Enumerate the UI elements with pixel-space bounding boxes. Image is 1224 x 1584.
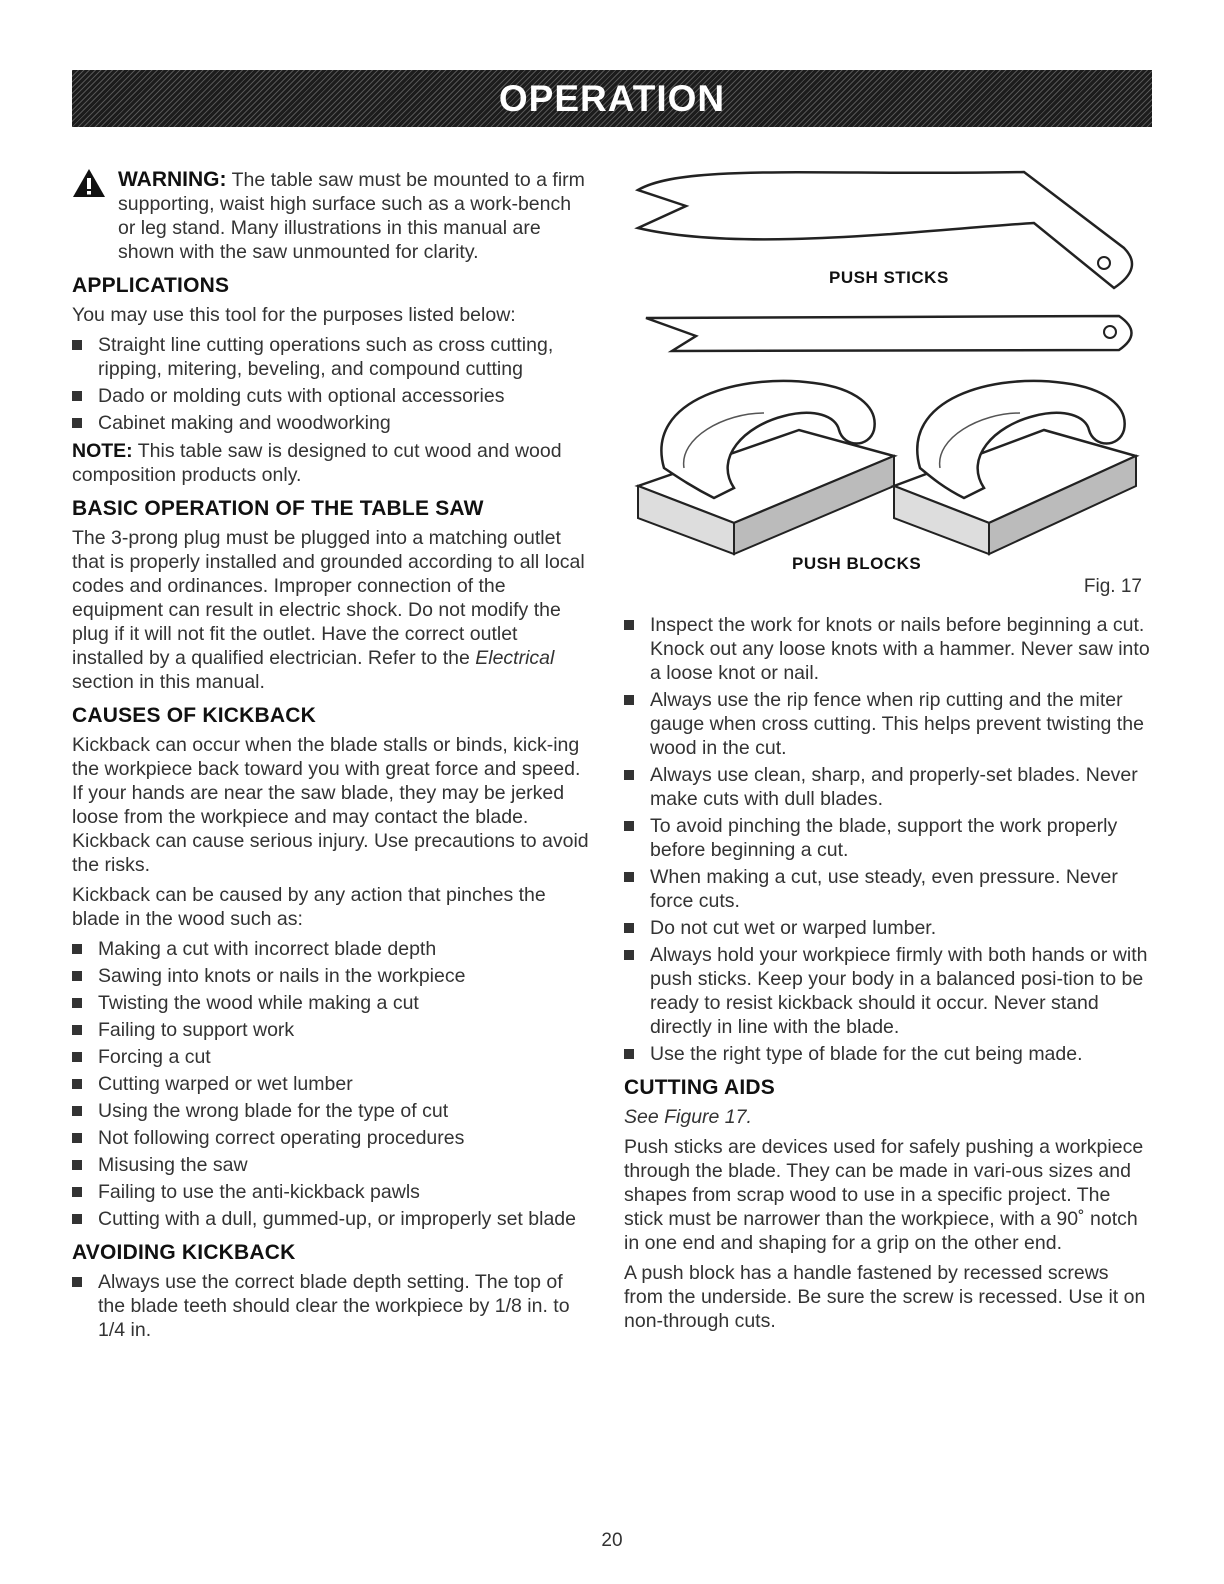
causes-kickback-heading: CAUSES OF KICKBACK: [72, 704, 316, 727]
push-sticks-label: PUSH STICKS: [829, 268, 949, 287]
bullet-icon: [72, 1277, 82, 1287]
avoiding-kickback-list: [72, 1270, 592, 1342]
bullet-icon: [72, 1133, 82, 1143]
push-block-1: [638, 381, 894, 554]
causes-kickback-para1: Kickback can occur when the blade stalls or binds, kick-ing the workpiece back toward you with great force and speed. If your hands are near the saw blade, they may be jerked loose from the workpiece and may contact the blade. Kickback can cause serious injury. Use precautions to avoid the risks.: [72, 734, 589, 876]
list-item: Misusing the saw: [72, 1153, 592, 1177]
bullet-icon: [72, 1052, 82, 1062]
bullet-icon: [72, 1025, 82, 1035]
page-number: 20: [601, 1530, 623, 1551]
list-item: Dado or molding cuts with optional accessories: [72, 384, 592, 408]
section-title: OPERATION: [498, 77, 726, 119]
list-item: To avoid pinching the blade, support the work properly before beginning a cut.: [624, 814, 1152, 862]
bullet-icon: [624, 923, 634, 933]
list-item: Forcing a cut: [72, 1045, 592, 1069]
cutting-aids-para1: Push sticks are devices used for safely pushing a workpiece through the blade. They can be made in vari-ous sizes and shapes from scrap wood to use in a specific project. The stick must be narrower than the workpiece, with a 90˚ notch in one end and shaping for a grip on the other end.: [624, 1136, 1144, 1254]
warning-block: [72, 168, 592, 264]
applications-intro: You may use this tool for the purposes listed below:: [72, 304, 516, 326]
left-column: [72, 168, 592, 1346]
list-item: Cutting with a dull, gummed-up, or improperly set blade: [72, 1207, 592, 1231]
list-item: Always hold your workpiece firmly with both hands or with push sticks. Keep your body in a balanced posi-tion to be ready to resist kickback should it occur. Never stand directly in line with the blade.: [624, 943, 1152, 1039]
basic-operation-heading: BASIC OPERATION OF THE TABLE SAW: [72, 497, 484, 520]
list-item: Straight line cutting operations such as cross cutting, ripping, mitering, beveling, and compound cutting: [72, 333, 592, 381]
list-item: Cutting warped or wet lumber: [72, 1072, 592, 1096]
cutting-aids-para2: A push block has a handle fastened by recessed screws from the underside. Be sure the screw is recessed. Use it on non-through cuts.: [624, 1262, 1146, 1332]
causes-kickback-list: [72, 937, 592, 1231]
bullet-icon: [72, 418, 82, 428]
applications-note: [72, 439, 592, 487]
bullet-icon: [72, 1106, 82, 1116]
bullet-icon: [72, 944, 82, 954]
list-item: Use the right type of blade for the cut being made.: [624, 1042, 1152, 1066]
note-text: This table saw is designed to cut wood and wood composition products only.: [72, 440, 562, 486]
bullet-icon: [624, 620, 634, 630]
figure-17: [624, 168, 1152, 613]
list-item: Always use clean, sharp, and properly-set blades. Never make cuts with dull blades.: [624, 763, 1152, 811]
list-item: Failing to use the anti-kickback pawls: [72, 1180, 592, 1204]
list-item: When making a cut, use steady, even pressure. Never force cuts.: [624, 865, 1152, 913]
list-item: Cabinet making and woodworking: [72, 411, 592, 435]
list-item: Twisting the wood while making a cut: [72, 991, 592, 1015]
bullet-icon: [72, 1160, 82, 1170]
push-stick-hole-1: [1098, 257, 1110, 269]
causes-kickback-para2: Kickback can be caused by any action that pinches the blade in the wood such as:: [72, 884, 546, 930]
warning-text: The table saw must be mounted to a firm supporting, waist high surface such as a work-bench or leg stand. Many illustrations in this manual are shown with the saw unmounted for clarity.: [118, 169, 585, 263]
bullet-icon: [72, 1079, 82, 1089]
list-item: Do not cut wet or warped lumber.: [624, 916, 1152, 940]
bullet-icon: [72, 971, 82, 981]
list-item: Always use the rip fence when rip cutting and the miter gauge when cross cutting. This helps prevent twisting the wood in the cut.: [624, 688, 1152, 760]
avoiding-kickback-heading: AVOIDING KICKBACK: [72, 1241, 296, 1264]
bullet-icon: [624, 821, 634, 831]
warning-triangle-icon: [72, 168, 106, 204]
bullet-icon: [624, 695, 634, 705]
bullet-icon: [72, 1187, 82, 1197]
bullet-icon: [72, 391, 82, 401]
applications-heading: APPLICATIONS: [72, 274, 230, 297]
bullet-icon: [624, 1049, 634, 1059]
list-item: Making a cut with incorrect blade depth: [72, 937, 592, 961]
warning-label: WARNING:: [118, 168, 227, 191]
list-item: Using the wrong blade for the type of cut: [72, 1099, 592, 1123]
push-stick-hole-2: [1104, 326, 1116, 338]
push-tools-illustration: [624, 168, 1152, 568]
push-block-2: [894, 381, 1136, 554]
cutting-aids-heading: CUTTING AIDS: [624, 1076, 775, 1099]
electrical-reference: Electrical: [475, 647, 555, 669]
bullet-icon: [72, 340, 82, 350]
applications-list: [72, 333, 592, 435]
see-figure-reference: See Figure 17.: [624, 1106, 752, 1128]
bullet-icon: [624, 872, 634, 882]
push-blocks-label: PUSH BLOCKS: [792, 554, 922, 573]
figure-number: Fig. 17: [1083, 576, 1142, 597]
section-banner: [72, 70, 1152, 127]
basic-operation-text: The 3-prong plug must be plugged into a matching outlet that is properly installed and grounded according to all local codes and ordinances. Improper connection of the equipment can result in electric shock. Do not modify the plug if it will not fit the outlet. Have the correct outlet installed by a qualified electrician. Refer to the Electrical section in this manual.: [72, 527, 585, 693]
note-label: NOTE:: [72, 440, 133, 462]
avoiding-kickback-list-continued: [624, 613, 1152, 1066]
list-item: Inspect the work for knots or nails before beginning a cut. Knock out any loose knots with a hammer. Never saw into a loose knot or nail.: [624, 613, 1152, 685]
list-item: Failing to support work: [72, 1018, 592, 1042]
list-item: Sawing into knots or nails in the workpiece: [72, 964, 592, 988]
straight-push-stick: [646, 316, 1132, 351]
list-item: Not following correct operating procedures: [72, 1126, 592, 1150]
right-column: [624, 168, 1152, 1339]
bullet-icon: [72, 1214, 82, 1224]
bullet-icon: [72, 998, 82, 1008]
bullet-icon: [624, 770, 634, 780]
bullet-icon: [624, 950, 634, 960]
list-item: Always use the correct blade depth setting. The top of the blade teeth should clear the workpiece by 1/8 in. to 1/4 in.: [72, 1270, 592, 1342]
